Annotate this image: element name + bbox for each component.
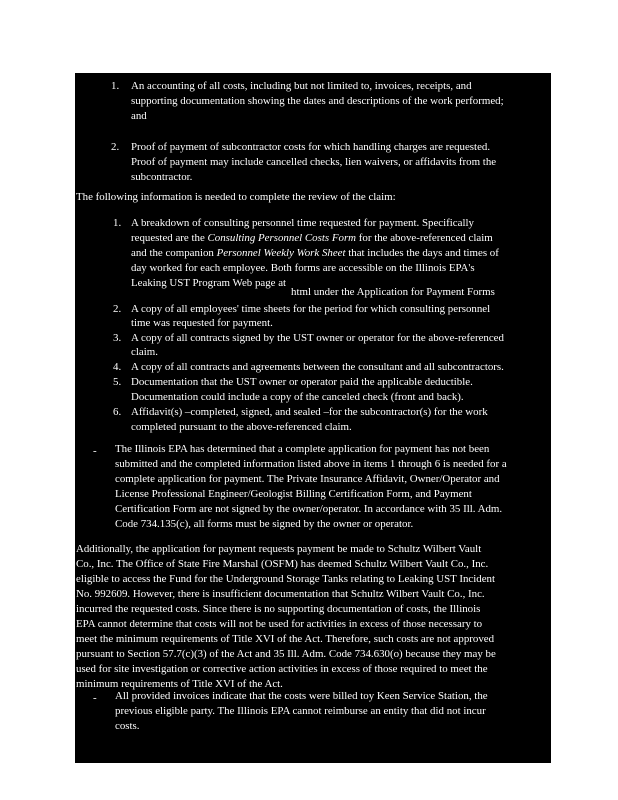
item-6-line-2: completed pursuant to the above-referenced claim. bbox=[131, 421, 352, 433]
top-list-item-1-line-1: An accounting of all costs, including but not limited to, invoices, receipts, and bbox=[131, 80, 472, 92]
item-number-4: 4. bbox=[113, 361, 122, 373]
item-1-line-2-text-b: for the above-referenced claim bbox=[356, 232, 493, 244]
item-1-line-2-text-a: requested are the bbox=[131, 232, 208, 244]
paragraph-line-9: used for site investigation or corrective action activities in excess of those required to meet the bbox=[76, 663, 488, 675]
item-1-line-5: Leaking UST Program Web page at bbox=[131, 277, 287, 289]
item-number-1: 1. bbox=[113, 217, 122, 229]
bullet-1-line-3: complete application for payment. The Private Insurance Affidavit, Owner/Operator and bbox=[115, 473, 500, 485]
bullet-2-line-2: previous eligible party. The Illinois EPA cannot reimburse an entity that did not incur bbox=[115, 705, 486, 717]
bullet-1-line-2: submitted and the completed information listed above in items 1 through 6 is needed for a bbox=[115, 458, 507, 470]
item-5-line-2: Documentation could include a copy of the canceled check (front and back). bbox=[131, 391, 464, 403]
item-3-line-2: claim. bbox=[131, 346, 158, 358]
top-list-item-2-line-2: Proof of payment may include cancelled checks, lien waivers, or affidavits from the bbox=[131, 156, 497, 168]
personnel-weekly-work-sheet-title: Personnel Weekly Work Sheet bbox=[216, 247, 346, 259]
top-list-item-1-line-3: and bbox=[131, 110, 147, 122]
item-6-line-1: Affidavit(s) –completed, signed, and sealed –for the subcontractor(s) for the work bbox=[131, 406, 488, 418]
paragraph-line-8: pursuant to Section 57.7(c)(3) of the Act and 35 Ill. Adm. Code 734.630(o) because they may be bbox=[76, 648, 496, 660]
item-1-line-6: html under the Application for Payment Forms bbox=[291, 286, 495, 298]
item-3-line-1: A copy of all contracts signed by the UST owner or operator for the above-referenced bbox=[131, 332, 504, 344]
item-1-line-2 bbox=[131, 231, 493, 246]
bullet-2-line-3: costs. bbox=[115, 720, 140, 732]
document-body bbox=[75, 73, 551, 763]
top-list-item-1-line-2: supporting documentation showing the dates and descriptions of the work performed; bbox=[131, 95, 504, 107]
item-1-line-3 bbox=[131, 246, 499, 261]
bullet-2-line-1: All provided invoices indicate that the costs were billed toy Keen Service Station, the bbox=[115, 690, 488, 702]
paragraph-line-5: incurred the requested costs. Since there is no supporting documentation of costs, the Illinois bbox=[76, 603, 481, 615]
bullet-1-line-1: The Illinois EPA has determined that a complete application for payment has not been bbox=[115, 443, 490, 455]
bullet-1-line-6: Code 734.135(c), all forms must be signed by the owner or operator. bbox=[115, 518, 414, 530]
paragraph-line-10: minimum requirements of Title XVI of the Act. bbox=[76, 678, 283, 690]
paragraph-line-6: EPA cannot determine that costs will not be used for activities in excess of those necessary to bbox=[76, 618, 483, 630]
paragraph-line-2: Co., Inc. The Office of State Fire Marshal (OSFM) has deemed Schultz Wilbert Vault Co., Inc. bbox=[76, 558, 489, 570]
bullet-dash-1: - bbox=[93, 445, 97, 457]
item-number-2: 2. bbox=[113, 303, 122, 315]
item-1-line-3-text-b: that includes the days and times of bbox=[345, 247, 499, 259]
bullet-1-line-4: License Professional Engineer/Geologist Billing Certification Form, and Payment bbox=[115, 488, 472, 500]
bullet-dash-2: - bbox=[93, 692, 97, 704]
item-5-line-1: Documentation that the UST owner or operator paid the applicable deductible. bbox=[131, 376, 473, 388]
item-1-line-4: day worked for each employee. Both forms are accessible on the Illinois EPA's bbox=[131, 262, 475, 274]
item-number-5: 5. bbox=[113, 376, 122, 388]
consulting-personnel-costs-form-title: Consulting Personnel Costs Form bbox=[207, 232, 357, 244]
paragraph-line-1: Additionally, the application for payment requests payment be made to Schultz Wilbert Vault bbox=[76, 543, 482, 555]
item-1-line-1: A breakdown of consulting personnel time requested for payment. Specifically bbox=[131, 217, 474, 229]
bullet-1-line-5: Certification Form are not signed by the owner/operator. In accordance with 35 Ill. Adm. bbox=[115, 503, 503, 515]
paragraph-line-7: meet the minimum requirements of Title XVI of the Act. Therefore, such costs are not approved bbox=[76, 633, 495, 645]
item-4-line-1: A copy of all contracts and agreements between the consultant and all subcontractors. bbox=[131, 361, 504, 373]
item-2-line-1: A copy of all employees' time sheets for the period for which consulting personnel bbox=[131, 303, 491, 315]
intro-sentence: The following information is needed to complete the review of the claim: bbox=[76, 191, 396, 203]
top-list-number-2: 2. bbox=[111, 141, 120, 153]
item-2-line-2: time was requested for payment. bbox=[131, 317, 273, 329]
top-list-item-2-line-3: subcontractor. bbox=[131, 171, 193, 183]
item-number-6: 6. bbox=[113, 406, 122, 418]
item-1-line-3-text-a: and the companion bbox=[131, 247, 217, 259]
paragraph-line-3: eligible to access the Fund for the Underground Storage Tanks relating to Leaking UST Incident bbox=[76, 573, 496, 585]
top-list-item-2-line-1: Proof of payment of subcontractor costs for which handling charges are requested. bbox=[131, 141, 491, 153]
item-number-3: 3. bbox=[113, 332, 122, 344]
top-list-number-1: 1. bbox=[111, 80, 120, 92]
paragraph-line-4: No. 992609. However, there is insufficient documentation that Schultz Wilbert Vault Co., Inc. bbox=[76, 588, 485, 600]
